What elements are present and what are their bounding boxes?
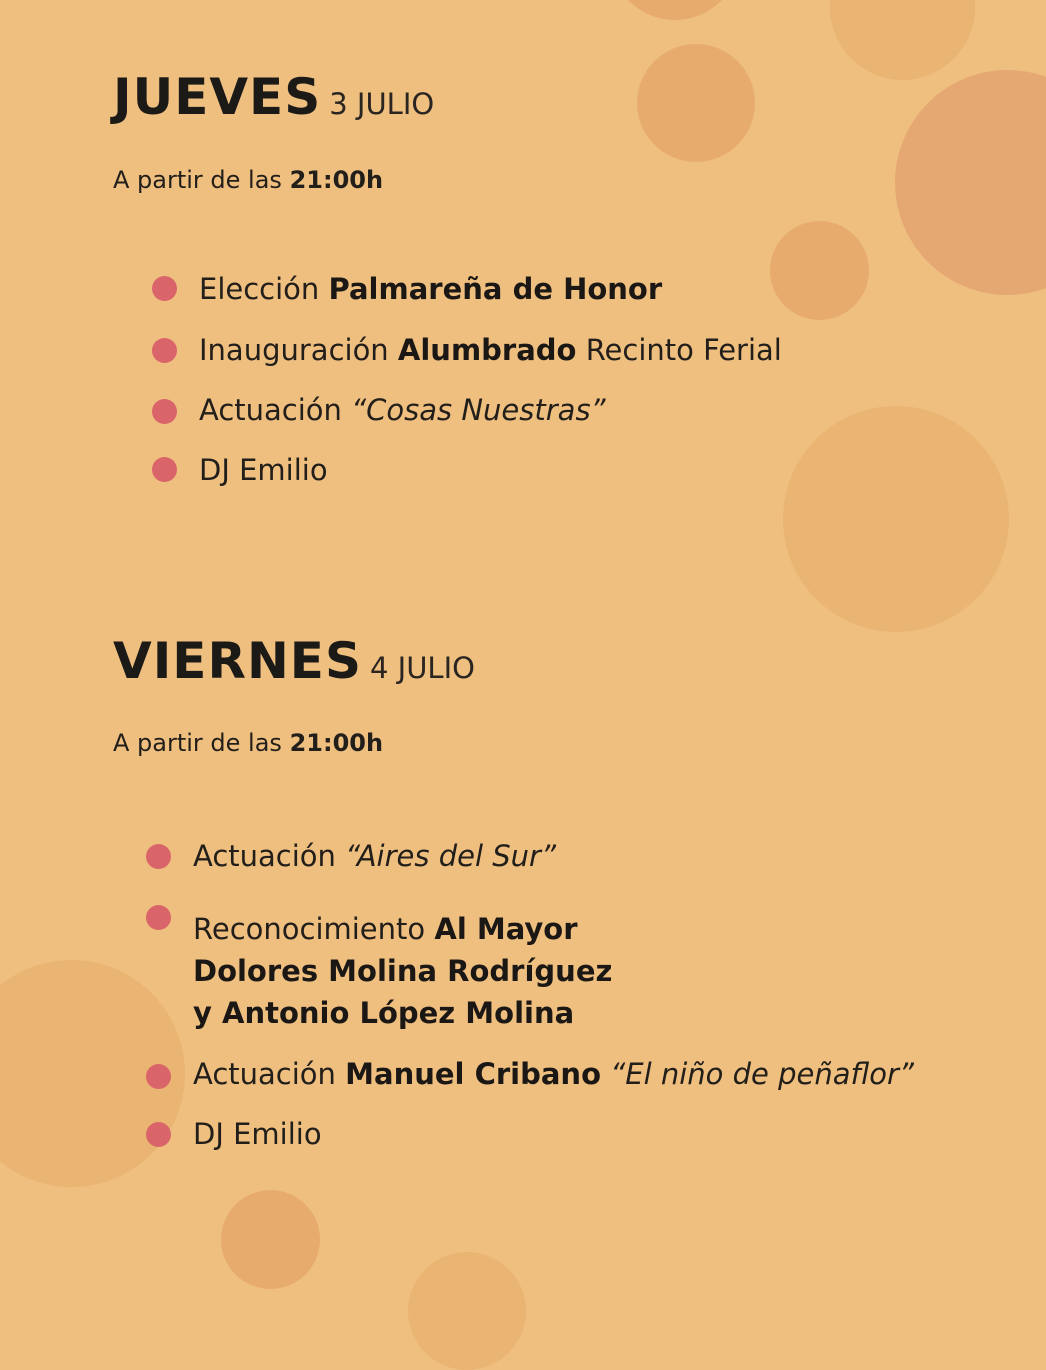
bullet-icon bbox=[146, 905, 171, 930]
decorative-circle bbox=[221, 1190, 320, 1289]
event-item: Reconocimiento Al Mayor Dolores Molina Rodríguez y Antonio López Molina bbox=[193, 912, 613, 1030]
day-heading-thursday bbox=[113, 68, 434, 126]
day-date: 4 JULIO bbox=[369, 651, 475, 685]
decorative-circle bbox=[637, 44, 755, 162]
decorative-circle bbox=[408, 1252, 526, 1370]
decorative-circle bbox=[783, 406, 1009, 632]
event-item: Actuación “Aires del Sur” bbox=[193, 839, 556, 873]
day-name: VIERNES bbox=[113, 632, 362, 690]
event-item: Actuación “Cosas Nuestras” bbox=[199, 393, 606, 427]
bullet-icon bbox=[152, 338, 177, 363]
event-item: Actuación Manuel Cribano “El niño de peñaflor” bbox=[193, 1057, 914, 1091]
start-time-friday bbox=[113, 729, 383, 757]
day-name: JUEVES bbox=[113, 68, 322, 126]
decorative-circle bbox=[610, 0, 740, 20]
bullet-icon bbox=[146, 1122, 171, 1147]
decorative-circle bbox=[830, 0, 975, 80]
event-item: DJ Emilio bbox=[199, 453, 328, 487]
time-prefix: A partir de las bbox=[113, 729, 282, 757]
event-item: Inauguración Alumbrado Recinto Ferial bbox=[199, 333, 782, 367]
decorative-circle bbox=[895, 70, 1046, 295]
event-item: Elección Palmareña de Honor bbox=[199, 272, 663, 306]
bullet-icon bbox=[146, 1064, 171, 1089]
time-value: 21:00h bbox=[289, 729, 384, 757]
bullet-icon bbox=[146, 844, 171, 869]
time-value: 21:00h bbox=[289, 166, 384, 194]
bullet-icon bbox=[152, 276, 177, 301]
decorative-circle bbox=[770, 221, 869, 320]
time-prefix: A partir de las bbox=[113, 166, 282, 194]
bullet-icon bbox=[152, 399, 177, 424]
day-heading-friday bbox=[113, 632, 475, 690]
day-date: 3 JULIO bbox=[329, 87, 435, 121]
start-time-thursday bbox=[113, 166, 383, 194]
event-item: DJ Emilio bbox=[193, 1117, 322, 1151]
bullet-icon bbox=[152, 457, 177, 482]
